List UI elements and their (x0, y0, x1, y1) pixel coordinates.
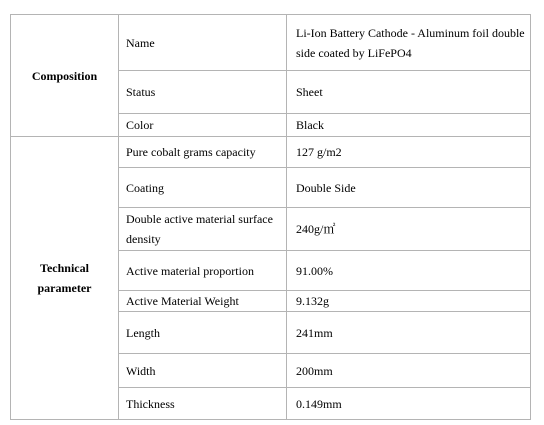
param-name: Double active material surface density (119, 208, 287, 251)
param-value: 241mm (287, 312, 531, 354)
param-value: 240g/㎡ (287, 208, 531, 251)
spec-table (10, 14, 531, 420)
param-value: 0.149mm (287, 388, 531, 420)
param-name: Length (119, 312, 287, 354)
param-value: Double Side (287, 168, 531, 208)
param-name: Name (119, 15, 287, 71)
param-name: Active Material Weight (119, 291, 287, 312)
param-value: Black (287, 114, 531, 137)
param-name: Color (119, 114, 287, 137)
param-name: Status (119, 71, 287, 114)
table-row (11, 137, 531, 168)
param-name: Width (119, 354, 287, 388)
param-value: 200mm (287, 354, 531, 388)
param-value: 91.00% (287, 251, 531, 291)
param-value: Li-Ion Battery Cathode - Aluminum foil double side coated by LiFePO4 (287, 15, 531, 71)
param-value: Sheet (287, 71, 531, 114)
param-name: Pure cobalt grams capacity (119, 137, 287, 168)
table-row (11, 15, 531, 71)
param-name: Active material proportion (119, 251, 287, 291)
group-label-composition: Composition (11, 15, 119, 137)
param-name: Thickness (119, 388, 287, 420)
param-name: Coating (119, 168, 287, 208)
group-label-technical-parameter: Technical parameter (11, 137, 119, 420)
param-value: 9.132g (287, 291, 531, 312)
param-value: 127 g/m2 (287, 137, 531, 168)
